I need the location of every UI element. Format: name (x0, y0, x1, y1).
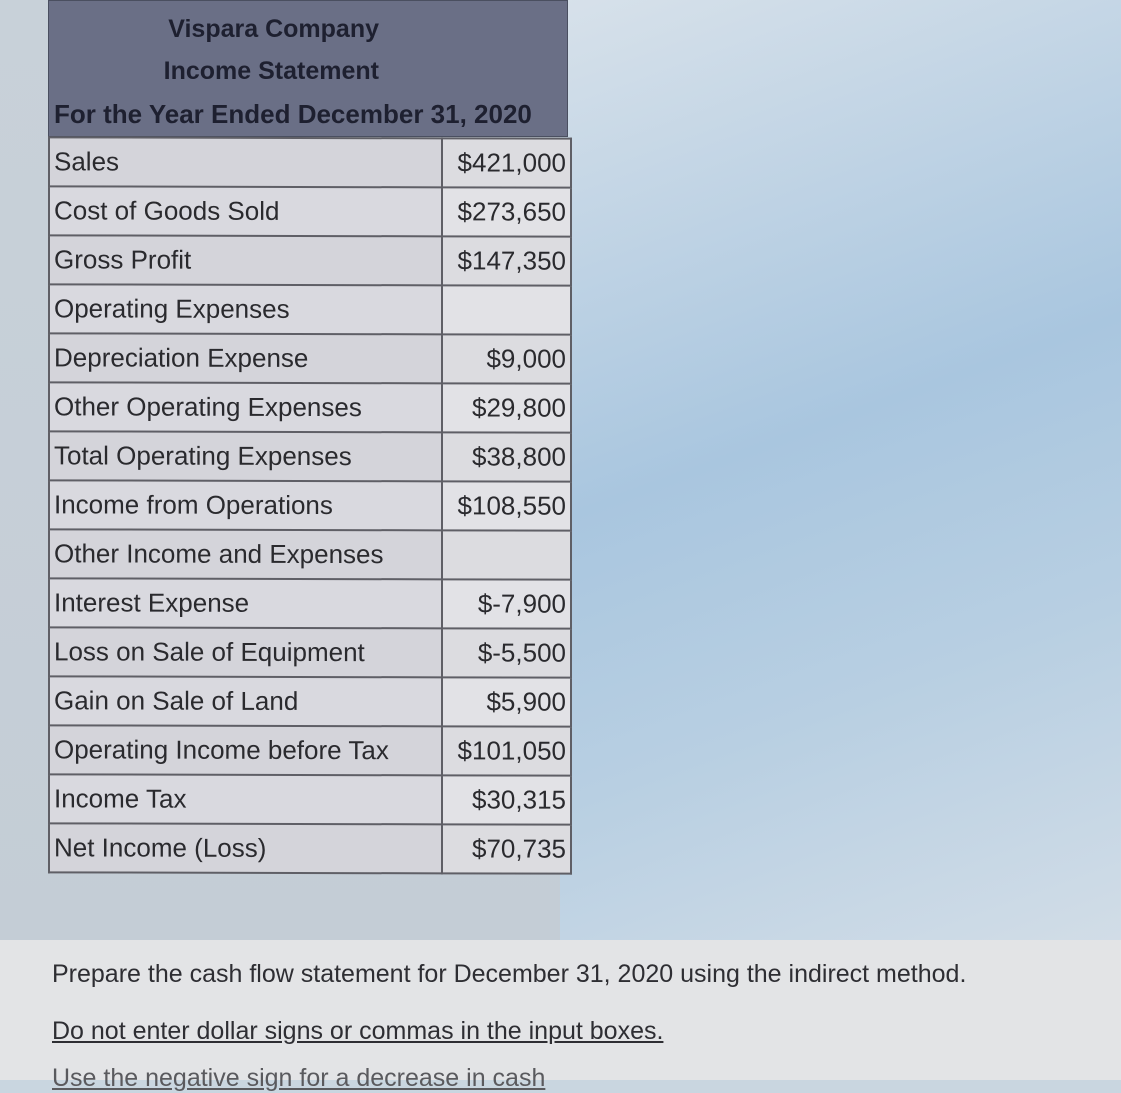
table-row (49, 137, 571, 187)
table-row (49, 431, 571, 481)
row-label: Other Income and Expenses (49, 529, 442, 579)
table-row (49, 333, 571, 383)
statement-period: For the Year Ended December 31, 2020 (54, 99, 532, 129)
instruction-note: Do not enter dollar signs or commas in the input boxes. (52, 1017, 664, 1045)
row-label: Loss on Sale of Equipment (49, 627, 442, 677)
row-label: Gross Profit (49, 235, 442, 285)
row-value: $70,735 (442, 824, 571, 873)
row-value: $38,800 (442, 432, 571, 481)
row-value: $5,900 (442, 677, 571, 726)
row-value: $101,050 (442, 726, 571, 775)
table-row (49, 480, 571, 530)
row-value: $421,000 (442, 138, 571, 187)
row-value: $108,550 (442, 481, 571, 530)
row-label: Income from Operations (49, 480, 442, 530)
table-row (49, 529, 571, 579)
table-row (49, 823, 571, 873)
row-label: Other Operating Expenses (49, 382, 442, 432)
row-label: Income Tax (49, 774, 442, 824)
row-label: Interest Expense (49, 578, 442, 628)
table-row (49, 235, 571, 285)
row-label: Sales (49, 137, 442, 187)
table-row (49, 774, 571, 824)
table-row (49, 725, 571, 775)
table-row (49, 186, 571, 236)
row-value: $-5,500 (442, 628, 571, 677)
row-label: Operating Expenses (49, 284, 442, 334)
row-label: Gain on Sale of Land (49, 676, 442, 726)
background-glare (560, 0, 1121, 950)
company-name: Vispara Company (168, 15, 379, 43)
table-row (49, 627, 571, 677)
instruction-note-cutoff: Use the negative sign for a decrease in cash (52, 1064, 546, 1092)
instruction-text: Prepare the cash flow statement for December 31, 2020 using the indirect method. (52, 960, 967, 988)
statement-header (48, 0, 568, 137)
table-row (49, 676, 571, 726)
row-label: Depreciation Expense (49, 333, 442, 383)
row-label: Net Income (Loss) (49, 823, 442, 873)
row-value: $147,350 (442, 236, 571, 285)
row-label: Cost of Goods Sold (49, 186, 442, 236)
table-row (49, 382, 571, 432)
row-label: Operating Income before Tax (49, 725, 442, 775)
income-statement-table (48, 136, 572, 874)
statement-title: Income Statement (163, 57, 379, 85)
row-value: $30,315 (442, 775, 571, 824)
table-row (49, 578, 571, 628)
row-label: Total Operating Expenses (49, 431, 442, 481)
row-value: $29,800 (442, 383, 571, 432)
table-row (49, 284, 571, 334)
row-value (442, 530, 571, 579)
row-value: $273,650 (442, 187, 571, 236)
row-value (442, 285, 571, 334)
row-value: $9,000 (442, 334, 571, 383)
row-value: $-7,900 (442, 579, 571, 628)
